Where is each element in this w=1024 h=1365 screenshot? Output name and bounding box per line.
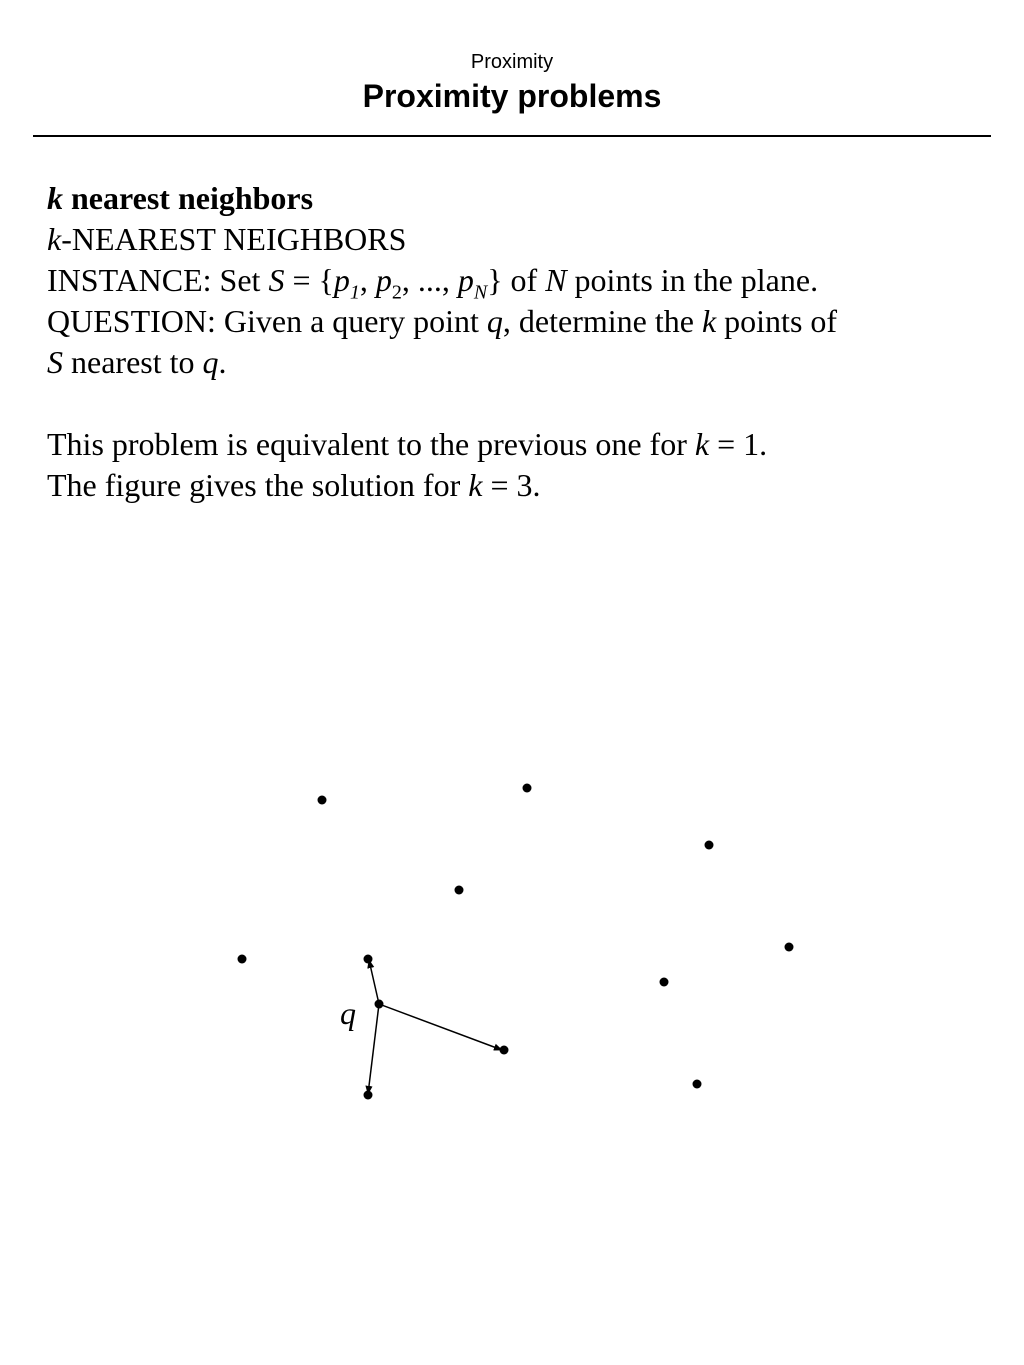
query-point xyxy=(375,1000,384,1009)
problem-question-cont: S nearest to q. xyxy=(47,344,227,380)
section-heading: k nearest neighbors xyxy=(47,180,314,216)
point xyxy=(238,955,247,964)
problem-question: QUESTION: Given a query point q, determine the k points of xyxy=(47,303,838,339)
point xyxy=(455,886,464,895)
point xyxy=(523,784,532,793)
page-title: Proximity problems xyxy=(362,78,662,114)
point xyxy=(364,955,373,964)
point-set xyxy=(238,784,794,1100)
point xyxy=(785,943,794,952)
arrow-to-neighbor-2 xyxy=(368,1004,379,1094)
neighbor-arrows xyxy=(368,960,502,1094)
point xyxy=(364,1091,373,1100)
note-figure: The figure gives the solution for k = 3. xyxy=(47,467,541,503)
point xyxy=(693,1080,702,1089)
query-label: q xyxy=(340,995,356,1031)
arrow-to-neighbor-1 xyxy=(369,960,379,1004)
header-section-label: Proximity xyxy=(470,51,554,73)
point xyxy=(660,978,669,987)
note-equivalence: This problem is equivalent to the previous one for k = 1. xyxy=(47,426,768,462)
point xyxy=(705,841,714,850)
point xyxy=(500,1046,509,1055)
point xyxy=(318,796,327,805)
problem-name: k-NEAREST NEIGHBORS xyxy=(47,221,407,257)
problem-instance: INSTANCE: Set $S = \{p_1$, $p_2$, ..., $p_N$} of N points in the plane. xyxy=(47,262,819,304)
arrow-to-neighbor-3 xyxy=(379,1004,502,1050)
